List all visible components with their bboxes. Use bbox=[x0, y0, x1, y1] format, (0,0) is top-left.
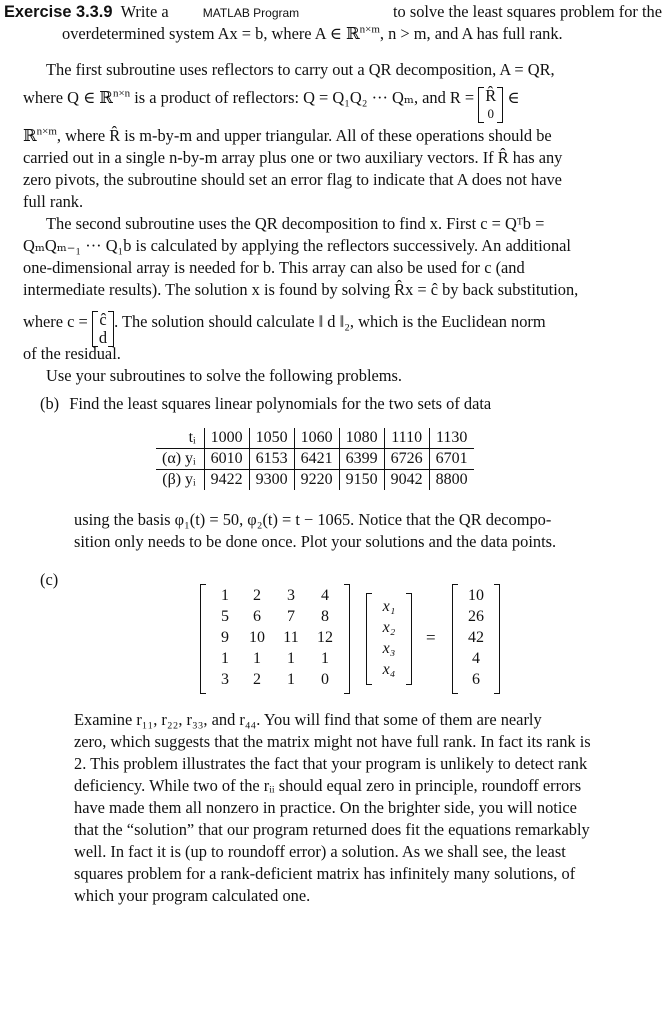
part-b-heading bbox=[40, 394, 668, 414]
table-cell: 9300 bbox=[249, 470, 294, 491]
table-cell: 1000 bbox=[204, 428, 249, 449]
part-b-label: (b) bbox=[40, 394, 60, 413]
para3-line1: The second subroutine uses the QR decomposition to find x. First c = Qᵀb = bbox=[46, 214, 545, 233]
vector-x-left-bracket bbox=[366, 593, 372, 685]
matrix-a-cell: 2 bbox=[253, 671, 261, 688]
vector-rhs bbox=[452, 584, 500, 694]
matrix-a-cell: 9 bbox=[221, 629, 229, 646]
table-cell: 6399 bbox=[339, 449, 384, 470]
matrix-a-cell: 1 bbox=[321, 650, 329, 667]
matrix-a bbox=[200, 584, 350, 694]
part-c-line6: that the “solution” that our program returned does fit the equations remarkably bbox=[74, 820, 590, 839]
matrix-a-cell: 1 bbox=[287, 650, 295, 667]
para4-line1: Use your subroutines to solve the following problems. bbox=[46, 366, 403, 385]
para3-line3: one-dimensional array is needed for b. This array can also be used for c (and bbox=[23, 258, 525, 277]
table-cell: 9422 bbox=[204, 470, 249, 491]
table-cell: 6701 bbox=[429, 449, 474, 470]
part-c-line8: squares problem for a rank-deficient matrix has infinitely many solutions, of bbox=[74, 864, 576, 883]
para2-line5: zero pivots, the subroutine should set an error flag to indicate that A does not have bbox=[23, 170, 562, 189]
vector-x-cell: x₁ bbox=[382, 598, 396, 615]
vector-rhs-right-bracket bbox=[494, 584, 500, 694]
exercise-header bbox=[4, 2, 662, 23]
matrix-a-left-bracket bbox=[200, 584, 206, 694]
para3-line6: of the residual. bbox=[23, 344, 121, 363]
exercise-label: Exercise 3.3.9 bbox=[4, 3, 113, 21]
matrix-a-cell: 5 bbox=[221, 608, 229, 625]
table-cell: 1060 bbox=[294, 428, 339, 449]
vector-x-cell: x₃ bbox=[382, 640, 396, 657]
row-label-alpha: (α) yᵢ bbox=[156, 449, 204, 470]
vector-rhs-cell: 6 bbox=[472, 671, 480, 688]
program-label: MATLAB Program bbox=[202, 6, 300, 20]
matrix-a-cell: 10 bbox=[249, 629, 265, 646]
matrix-a-cell: 1 bbox=[253, 650, 261, 667]
para2-line3: ℝ$^{n\times m}$, where R̂ is m-by-m and upper triangular. All of these operations should be bbox=[23, 125, 552, 145]
part-c-label: (c) bbox=[40, 570, 59, 589]
matrix-a-cell: 2 bbox=[253, 587, 261, 604]
matrix-a-cell: 4 bbox=[321, 587, 329, 604]
write-a-text: Write a bbox=[120, 2, 169, 21]
table-cell: 9042 bbox=[384, 470, 429, 491]
matrix-a-cell: 0 bbox=[321, 671, 329, 688]
matrix-a-cell: 1 bbox=[221, 587, 229, 604]
para2-line4: carried out in a single n-by-m array plus one or two auxiliary vectors. If R̂ has any bbox=[23, 148, 563, 167]
part-b-after-line2: sition only needs to be done once. Plot your solutions and the data points. bbox=[74, 532, 557, 551]
matrix-a-right-bracket bbox=[344, 584, 350, 694]
table-cell: 1110 bbox=[384, 428, 429, 449]
part-c-line4: deficiency. While two of the rᵢᵢ should equal zero in principle, roundoff errors bbox=[74, 776, 582, 795]
para2-line1: The first subroutine uses reflectors to carry out a QR decomposition, A = QR, bbox=[46, 60, 555, 79]
equals-sign: = bbox=[426, 628, 436, 647]
matrix-a-cell: 1 bbox=[287, 671, 295, 688]
part-b-after-line1: using the basis φ₁(t) = 50, φ₂(t) = t − 1065. Notice that the QR decompo- bbox=[74, 510, 552, 529]
matrix-a-cell: 8 bbox=[321, 608, 329, 625]
para3-line5: where c = ĉ d . The solution should calculate ‖ d ‖₂, which is the Euclidean norm bbox=[23, 310, 546, 347]
c-block-vector: ĉ d bbox=[92, 311, 114, 347]
matrix-a-cell: 1 bbox=[221, 650, 229, 667]
matrix-a-cell: 6 bbox=[253, 608, 261, 625]
part-c-line2: zero, which suggests that the matrix might not have full rank. In fact its rank is bbox=[74, 732, 591, 751]
part-c-line7: well. In fact it is (up to roundoff error) a solution. As we shall see, the least bbox=[74, 842, 566, 861]
table-cell: 9220 bbox=[294, 470, 339, 491]
matrix-a-cell: 12 bbox=[317, 629, 333, 646]
table-cell: 6421 bbox=[294, 449, 339, 470]
vector-x bbox=[366, 593, 412, 685]
part-c-line5: have made them all nonzero in practice. On the brighter side, you will notice bbox=[74, 798, 577, 817]
table-cell: 6010 bbox=[204, 449, 249, 470]
table-cell: 1050 bbox=[249, 428, 294, 449]
header-rest: to solve the least squares problem for the bbox=[392, 2, 662, 21]
vector-rhs-cell: 4 bbox=[472, 650, 480, 667]
matrix-a-cell: 11 bbox=[283, 629, 299, 646]
table-row bbox=[156, 428, 474, 449]
table-cell: 8800 bbox=[429, 470, 474, 491]
data-table-wrapper bbox=[156, 428, 474, 490]
table-row bbox=[156, 470, 474, 491]
row-label-beta: (β) yᵢ bbox=[162, 471, 196, 488]
table-cell: 9150 bbox=[339, 470, 384, 491]
table-cell: 1080 bbox=[339, 428, 384, 449]
vector-rhs-cell: 10 bbox=[468, 587, 484, 604]
vector-x-cell: x₂ bbox=[382, 619, 396, 636]
table-cell: 1130 bbox=[429, 428, 474, 449]
part-c-line1: Examine r₁₁, r₂₂, r₃₃, and r₄₄. You will find that some of them are nearly bbox=[74, 710, 542, 729]
vector-x-right-bracket bbox=[406, 593, 412, 685]
part-b-text: Find the least squares linear polynomials for the two sets of data bbox=[69, 394, 492, 413]
para2-line2: where Q ∈ ℝ$^{n\times n}$ is a product of reflectors: Q = Q₁Q₂ ··· Qₘ, and R = R̂ 0 ∈ bbox=[23, 86, 520, 121]
para3-line4: intermediate results). The solution x is found by solving R̂x = ĉ by back substitution, bbox=[23, 280, 579, 299]
para2-line6: full rank. bbox=[23, 192, 84, 211]
vector-rhs-cell: 26 bbox=[468, 608, 484, 625]
matrix-a-cell: 3 bbox=[221, 671, 229, 688]
part-c-line3: 2. This problem illustrates the fact that your program is unlikely to detect rank bbox=[74, 754, 588, 773]
part-c-line9: which your program calculated one. bbox=[74, 886, 311, 905]
row-label-t: tᵢ bbox=[156, 428, 204, 449]
vector-x-cell: x₄ bbox=[382, 661, 396, 678]
para1-line2: overdetermined system Ax = b, where A ∈ ℝ$^{n\times m}$, n > m, and A has full rank. bbox=[62, 23, 563, 43]
para3-line2: QₘQₘ₋₁ ··· Q₁b is calculated by applying the reflectors successively. An additional bbox=[23, 236, 571, 255]
matrix-a-cell: 3 bbox=[287, 587, 295, 604]
vector-rhs-cell: 42 bbox=[468, 629, 484, 646]
table-cell: 6153 bbox=[249, 449, 294, 470]
matrix-a-cell: 7 bbox=[287, 608, 295, 625]
r-block-vector: R̂ 0 bbox=[478, 87, 503, 123]
table-cell: 6726 bbox=[384, 449, 429, 470]
data-table bbox=[156, 428, 474, 490]
table-row bbox=[156, 449, 474, 470]
vector-rhs-left-bracket bbox=[452, 584, 458, 694]
